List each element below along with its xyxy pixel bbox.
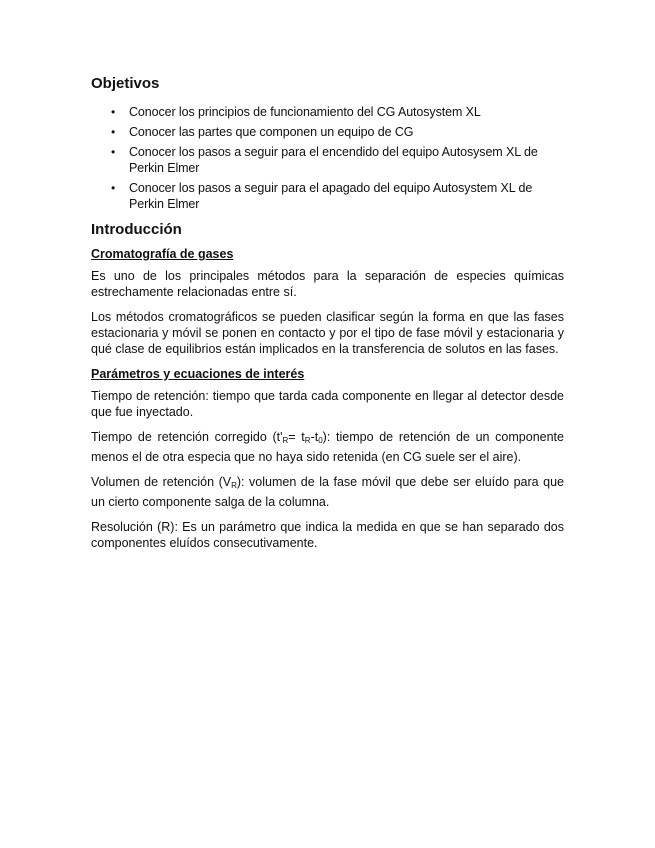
list-item-text: Conocer los pasos a seguir para el encendido del equipo Autosysem XL de Perkin Elmer [129,145,538,175]
introduccion-heading: Introducción [91,221,182,238]
list-item [91,144,564,176]
list-item [91,104,564,120]
text-fragment: Tiempo de retención corregido (t' [91,430,283,444]
subscript: R [282,436,289,445]
resolucion-paragraph: Resolución (R): Es un parámetro que indica la medida en que se han separado dos componentes eluídos consecutivamente. [91,520,564,550]
subscript: 0 [318,436,323,445]
list-item-text: Conocer los pasos a seguir para el apagado del equipo Autosystem XL de Perkin Elmer [129,181,533,211]
tiempo-retencion-corregido-paragraph [91,429,564,465]
bullet-icon: • [111,145,116,159]
list-item [91,180,564,212]
objetivos-list [91,104,564,212]
text-fragment: Volumen de retención (V [91,475,232,489]
objetivos-heading: Objetivos [91,75,160,92]
text-fragment: ): tiempo de retención de un componente menos el de otra especia que no haya sido retenida (en CG suele ser el aire). [91,430,564,464]
list-item-text: Conocer los principios de funcionamiento del CG Autosystem XL [129,105,481,119]
volumen-retencion-paragraph [91,474,564,510]
cromatografia-paragraph-2: Los métodos cromatográficos se pueden clasificar según la forma en que las fases estacionaria y móvil se ponen en contacto y por el tipo de fase móvil y estacionaria y qué clase de equilibrios están implicados en la transferencia de solutos en las fases. [91,310,564,356]
text-fragment: -t [310,430,319,444]
bullet-icon: • [111,105,116,119]
list-item [91,124,564,140]
bullet-icon: • [111,181,116,195]
tiempo-retencion-paragraph: Tiempo de retención: tiempo que tarda cada componente en llegar al detector desde que fue inyectado. [91,389,564,419]
text-fragment: = t [288,430,305,444]
subscript: R [304,436,311,445]
subscript: R [231,481,237,490]
cromatografia-subheading: Cromatografía de gases [91,247,234,261]
cromatografia-paragraph-1: Es uno de los principales métodos para la separación de especies químicas estrechamente relacionadas entre sí. [91,269,564,299]
bullet-icon: • [111,125,116,139]
document-page [91,74,564,560]
text-fragment: ): volumen de la fase móvil que debe ser eluído para que un cierto componente salga de la columna. [91,475,564,509]
list-item-text: Conocer las partes que componen un equipo de CG [129,125,414,139]
parametros-subheading: Parámetros y ecuaciones de interés [91,367,305,381]
